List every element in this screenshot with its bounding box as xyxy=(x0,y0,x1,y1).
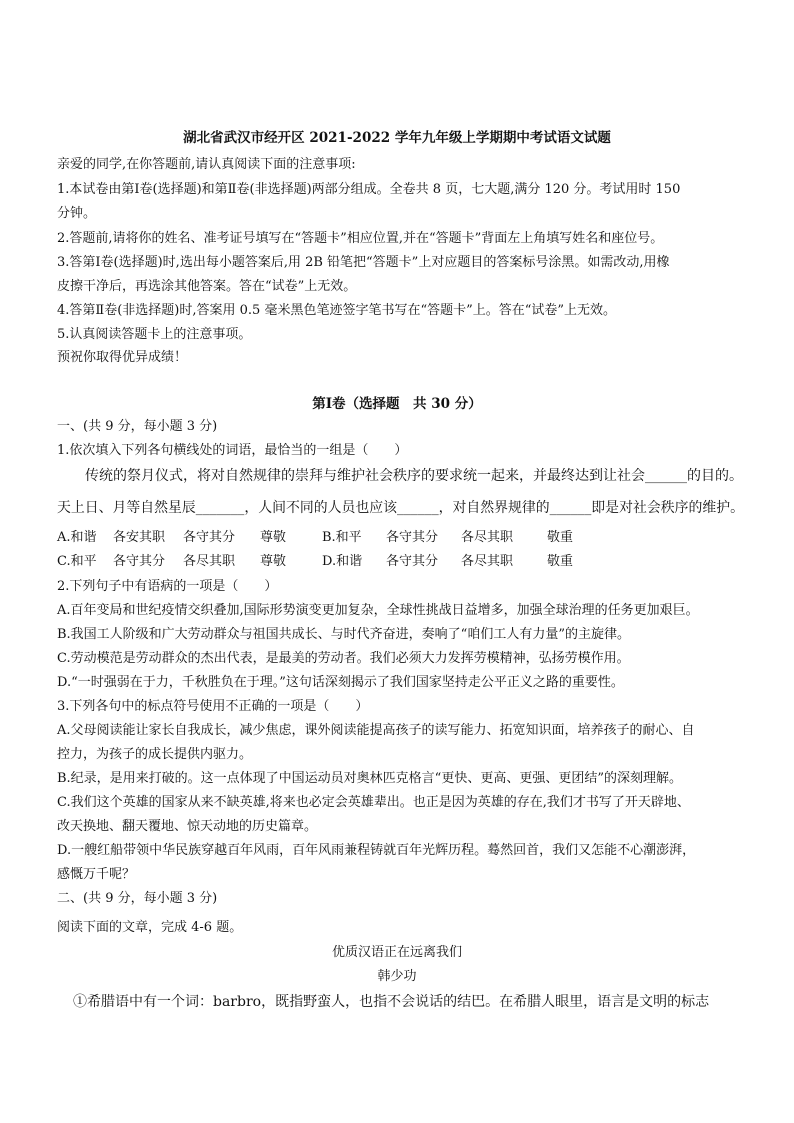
part-1-header: 一、(共 9 分，每小题 3 分) xyxy=(57,419,218,434)
q2-option-c: C.劳动模范是劳动群众的杰出代表，是最美的劳动者。我们必须大力发挥劳模精神，弘扬劳模作用。 xyxy=(57,651,630,666)
q1-option-a-word-1: 各安其职 xyxy=(113,530,166,545)
notice-line-8: 预祝你取得优异成绩！ xyxy=(57,350,188,365)
q1-option-d-word-3: 敬重 xyxy=(547,554,574,569)
section-1-heading: 第Ⅰ卷（选择题 共 30 分） xyxy=(312,396,482,412)
q2-option-d: D.“一时强弱在于力，千秋胜负在于理。”这句话深刻揭示了我们国家坚持走公平正义之路的重要性。 xyxy=(57,675,624,690)
notice-line-4: 3.答第Ⅰ卷(选择题)时,选出每小题答案后,用 2B 铅笔把“答题卡”上对应题目的答案标号涂黑。如需改动,用橡 xyxy=(57,255,670,270)
q3-line-7: 感慨万千呢？ xyxy=(57,867,136,882)
q1-option-d-letter: D.和谐 xyxy=(322,554,363,569)
q3-line-6: D.一艘红船带领中华民族穿越百年风雨，百年风雨兼程铸就百年光辉历程。蓦然回首，我们又怎能不心潮澎湃， xyxy=(57,843,696,858)
notice-line-6: 4.答第Ⅱ卷(非选择题)时,答案用 0.5 毫米黑色笔迹签字笔书写在“答题卡”上。答在“试卷”上无效。 xyxy=(57,303,617,318)
q1-option-b-word-3: 敬重 xyxy=(547,530,574,545)
q1-option-d-word-2: 各尽其职 xyxy=(461,554,514,569)
article-title: 优质汉语正在远离我们 xyxy=(331,945,462,960)
q1-option-d-word-1: 各守其分 xyxy=(386,554,439,569)
q3-line-3: B.纪录，是用来打破的。这一点体现了中国运动员对奥林匹克格言“更快、更高、更强、更团结”的深刻理解。 xyxy=(57,771,682,786)
q1-option-a-word-3: 尊敬 xyxy=(260,530,287,545)
q2-stem: 2.下列句子中有语病的一项是（ ） xyxy=(57,579,278,594)
notice-line-2: 分钟。 xyxy=(57,206,97,221)
q1-stem: 1.依次填入下列各句横线处的词语，最恰当的一组是（ ） xyxy=(57,443,408,458)
q1-option-b-word-2: 各尽其职 xyxy=(461,530,514,545)
part-2-header: 二、(共 9 分，每小题 3 分) xyxy=(57,891,218,906)
notice-line-5: 皮擦干净后，再选涂其他答案。答在“试卷”上无效。 xyxy=(57,279,357,294)
notice-line-3: 2.答题前,请将你的姓名、准考证号填写在“答题卡”相应位置,并在“答题卡”背面左上角填写姓名和座位号。 xyxy=(57,231,664,246)
q1-passage-line-1: 传统的祭月仪式，将对自然规律的崇拜与维护社会秩序的要求统一起来，并最终达到让社会______的目的。 xyxy=(85,468,743,484)
q1-option-b-letter: B.和平 xyxy=(322,530,362,545)
notice-line-0: 亲爱的同学,在你答题前,请认真阅读下面的注意事项: xyxy=(57,157,356,172)
q1-option-c-word-2: 各尽其职 xyxy=(183,554,236,569)
q1-option-a-word-2: 各守其分 xyxy=(183,530,236,545)
q1-option-c-word-1: 各守其分 xyxy=(113,554,166,569)
q1-passage-line-2: 天上日、月等自然星辰_______，人间不同的人员也应该______，对自然界规律的______即是对社会秩序的维护。 xyxy=(57,500,744,516)
article-author: 韩少功 xyxy=(377,969,417,984)
q3-stem: 3.下列各句中的标点符号使用不正确的一项是（ ） xyxy=(57,699,369,714)
article-paragraph-1: ①希腊语中有一个词：barbro，既指野蛮人，也指不会说话的结巴。在希腊人眼里，语言是文明的标志 xyxy=(73,994,710,1010)
q1-option-c-letter: C.和平 xyxy=(57,554,97,569)
q1-option-c-word-3: 尊敬 xyxy=(260,554,287,569)
notice-line-1: 1.本试卷由第Ⅰ卷(选择题)和第Ⅱ卷(非选择题)两部分组成。全卷共 8 页，七大题,满分 120 分。考试用时 150 xyxy=(57,182,681,197)
q3-line-4: C.我们这个英雄的国家从来不缺英雄,将来也必定会英雄辈出。也正是因为英雄的存在,我们才书写了开天辟地、 xyxy=(57,795,690,810)
q3-line-1: A.父母阅读能让家长自我成长，减少焦虑，课外阅读能提高孩子的读写能力、拓宽知识面，培养孩子的耐心、自 xyxy=(57,723,695,738)
notice-line-7: 5.认真阅读答题卡上的注意事项。 xyxy=(57,327,252,342)
q3-line-5: 改天换地、翻天覆地、惊天动地的历史篇章。 xyxy=(57,819,318,834)
q1-option-a-letter: A.和谐 xyxy=(57,530,97,545)
reading-instruction: 阅读下面的文章，完成 4-6 题。 xyxy=(57,920,243,935)
q2-option-b: B.我国工人阶级和广大劳动群众与祖国共成长、与时代齐奋进，奏响了“咱们工人有力量”的主旋律。 xyxy=(57,627,630,642)
q2-option-a: A.百年变局和世纪疫情交织叠加,国际形势演变更加复杂，全球性挑战日益增多，加强全球治理的任务更加艰巨。 xyxy=(57,603,699,618)
q1-option-b-word-1: 各守其分 xyxy=(386,530,439,545)
exam-title: 湖北省武汉市经开区 2021-2022 学年九年级上学期期中考试语文试题 xyxy=(183,130,611,146)
q3-line-2: 控力，为孩子的成长提供内驱力。 xyxy=(57,747,253,762)
